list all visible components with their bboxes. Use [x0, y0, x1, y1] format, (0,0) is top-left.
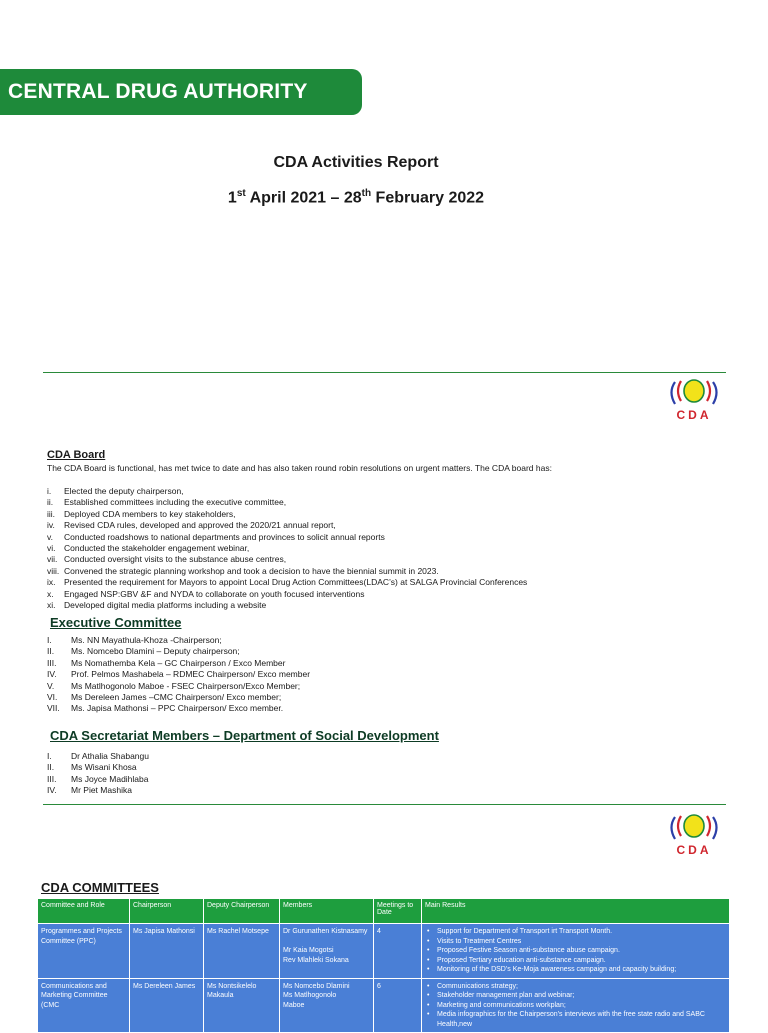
exco-heading: Executive Committee [50, 615, 182, 630]
list-item [47, 692, 310, 703]
list-item-number: iii. [47, 508, 56, 519]
list-item-number: II. [47, 646, 55, 657]
cda-logo-icon [664, 813, 724, 845]
list-item-number: V. [47, 680, 55, 691]
list-item-text: Prof. Pelmos Mashabela – RDMEC Chairperson/ Exco member [71, 669, 311, 680]
cell-chair: Ms Dereleen James [130, 978, 204, 1033]
cell-results [422, 924, 730, 979]
cell-deputy: Ms Rachel Motsepe [204, 924, 280, 979]
list-item-text: Ms Matlhogonolo Maboe - FSEC Chairperson/Exco Member; [71, 680, 301, 691]
list-item-number: xi. [47, 599, 56, 610]
list-item-number: ii. [47, 497, 54, 508]
cda-logo-icon [664, 378, 724, 410]
list-item [47, 774, 149, 785]
list-item [47, 554, 527, 565]
list-item-text: Mr Piet Mashika [71, 785, 132, 796]
cda-logo [664, 813, 724, 859]
divider-line [43, 372, 726, 373]
list-item [47, 681, 310, 692]
list-item [47, 520, 527, 531]
column-header: Deputy Chairperson [204, 899, 280, 924]
list-item-number: vii. [47, 554, 58, 565]
cell-committee: Programmes and Projects Committee (PPC) [38, 924, 130, 979]
column-header: Main Results [422, 899, 730, 924]
cell-committee: Communications and Marketing Committee (CMC [38, 978, 130, 1033]
board-heading: CDA Board [47, 449, 106, 461]
list-item-text: Presented the requirement for Mayors to appoint Local Drug Action Committees(LDAC’s) at SALGA Provincial Conferences [64, 577, 528, 588]
divider-line [43, 804, 726, 805]
list-item [47, 543, 527, 554]
list-item-text: Ms Wisani Khosa [71, 762, 137, 773]
list-item [47, 600, 527, 611]
list-item [47, 566, 527, 577]
member: Maboe [283, 1001, 305, 1009]
result-item: • Media infographics for the Chairperson’s interviews with the free state radio and SABC Health,new [437, 1010, 726, 1029]
list-item-text: Ms. NN Mayathula-Khoza -Chairperson; [71, 635, 222, 645]
cell-deputy: Ms Nontsikelelo Makaula [204, 978, 280, 1033]
list-item-text: Conducted the stakeholder engagement webinar, [64, 542, 250, 553]
result-item: • Visits to Treatment Centres [437, 937, 726, 947]
list-item-text: Elected the deputy chairperson, [64, 486, 184, 496]
list-item-number: viii. [47, 565, 60, 576]
result-item: • Proposed Festive Season anti-substance abuse campaign. [437, 946, 726, 956]
committees-table [37, 898, 730, 1033]
list-item-number: IV. [47, 785, 57, 796]
list-item-text: Revised CDA rules, developed and approved the 2020/21 annual report, [64, 520, 336, 531]
list-item-number: ix. [47, 577, 56, 588]
result-item: • Proposed Tertiary education anti-substance campaign. [437, 956, 726, 966]
table-header-row [38, 899, 730, 924]
list-item-number: II. [47, 762, 55, 773]
list-item [47, 669, 310, 680]
member: Rev Mlahleki Sokana [283, 956, 349, 964]
cell-chair: Ms Japisa Mathonsi [130, 924, 204, 979]
list-item-number: III. [47, 657, 57, 668]
member: Ms Nomcebo Dlamini [283, 982, 350, 990]
list-item-number: vi. [47, 542, 56, 553]
table-row [38, 924, 730, 979]
column-header: Committee and Role [38, 899, 130, 924]
list-item [47, 577, 527, 588]
cell-meetings: 6 [374, 978, 422, 1033]
cda-logo [664, 378, 724, 424]
board-list [47, 486, 527, 611]
logo-text: CDA [676, 408, 712, 422]
member: Dr Gurunathen Kistnasamy [283, 928, 368, 935]
list-item-number: VII. [47, 703, 60, 714]
cell-meetings: 4 [374, 924, 422, 979]
list-item [47, 762, 149, 773]
list-item-text: Convened the strategic planning workshop and took a decision to have the biennial summit in 2023. [64, 565, 439, 576]
committees-heading: CDA COMMITTEES [41, 880, 159, 895]
member: Ms Matlhogonolo [283, 992, 337, 999]
result-item: • Communications strategy; [437, 982, 726, 992]
list-item-number: III. [47, 773, 57, 784]
list-item-text: Deployed CDA members to key stakeholders, [64, 508, 236, 519]
list-item-number: x. [47, 588, 54, 599]
secretariat-heading: CDA Secretariat Members – Department of Social Development [50, 728, 439, 743]
result-item: • Monitoring of the DSD’s Ke-Moja awareness campaign and capacity building; [437, 965, 726, 975]
cell-members [280, 978, 374, 1033]
list-item [47, 486, 527, 497]
list-item-text: Ms Joyce Madihlaba [71, 773, 149, 784]
cell-members [280, 924, 374, 979]
list-item [47, 703, 310, 714]
list-item-text: Developed digital media platforms including a website [64, 599, 267, 610]
cell-results [422, 978, 730, 1033]
list-item [47, 635, 310, 646]
board-intro: The CDA Board is functional, has met twice to date and has also taken round robin resolutions on urgent matters. The CDA board has: [47, 463, 552, 473]
list-item [47, 646, 310, 657]
list-item [47, 589, 527, 600]
list-item-number: VI. [47, 691, 58, 702]
table-row [38, 978, 730, 1033]
report-title: CDA Activities Report [273, 154, 439, 171]
list-item [47, 532, 527, 543]
list-item-number: iv. [47, 520, 55, 531]
list-item-number: v. [47, 531, 53, 542]
list-item-text: Ms. Nomcebo Dlamini – Deputy chairperson; [71, 646, 240, 657]
list-item-number: IV. [47, 669, 57, 680]
list-item [47, 785, 149, 796]
exco-list [47, 635, 310, 715]
column-header: Meetings to Date [374, 899, 422, 924]
result-item: • Marketing and communications workplan; [437, 1001, 726, 1011]
list-item-text: Conducted roadshows to national departments and provinces to solicit annual reports [64, 531, 385, 542]
list-item-number: i. [47, 486, 52, 496]
list-item-text: Engaged NSP:GBV &F and NYDA to collaborate on youth focused interventions [64, 588, 365, 599]
banner-title: CENTRAL DRUG AUTHORITY [0, 69, 362, 115]
list-item-text: Ms Dereleen James –CMC Chairperson/ Exco member; [71, 691, 282, 702]
list-item-text: Dr Athalia Shabangu [71, 751, 149, 761]
column-header: Members [280, 899, 374, 924]
list-item [47, 509, 527, 520]
list-item [47, 497, 527, 508]
list-item-text: Ms. Japisa Mathonsi – PPC Chairperson/ Exco member. [71, 703, 284, 714]
list-item-text: Ms Nomathemba Kela – GC Chairperson / Exco Member [71, 657, 286, 668]
logo-text: CDA [676, 843, 712, 857]
column-header: Chairperson [130, 899, 204, 924]
list-item [47, 751, 149, 762]
result-item: • Support for Department of Transport irt Transport Month. [437, 927, 726, 937]
member: Mr Kaia Mogotsi [283, 947, 334, 954]
list-item-text: Conducted oversight visits to the substance abuse centres, [64, 554, 287, 565]
result-item: • Stakeholder management plan and webinar; [437, 991, 726, 1001]
list-item-text: Established committees including the executive committee, [64, 497, 287, 508]
secretariat-list [47, 751, 149, 797]
list-item [47, 658, 310, 669]
list-item-number: I. [47, 635, 52, 645]
list-item-number: I. [47, 751, 52, 761]
report-period: 1st April 2021 – 28th February 2022 [227, 188, 485, 207]
